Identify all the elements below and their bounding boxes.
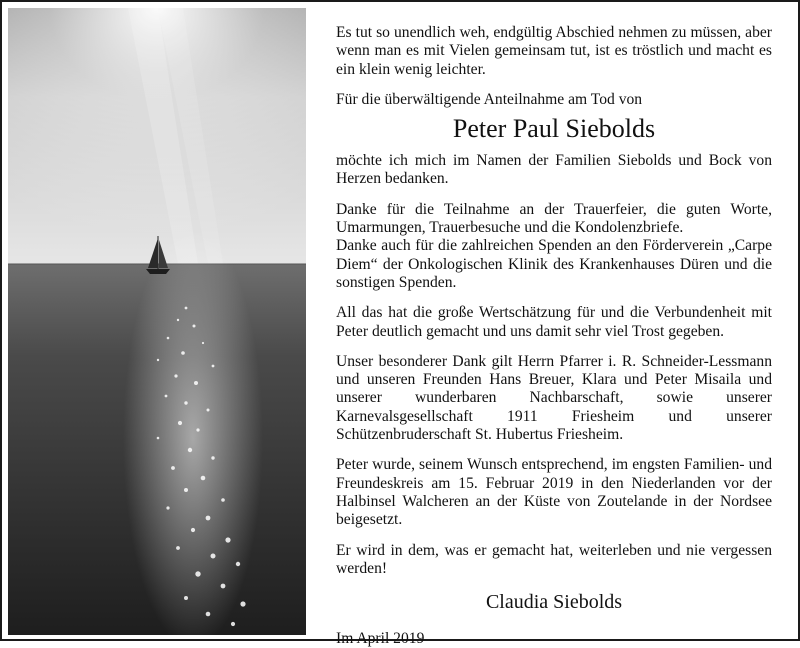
thanks-funeral-paragraph: Danke für die Teilnahme an der Trauerfeier, die guten Worte, Umarmungen, Trauerbesuche und die Kondolenzbriefe. (336, 200, 772, 237)
thanks-family-paragraph: möchte ich mich im Namen der Familien Siebolds und Bock von Herzen bedanken. (336, 152, 772, 188)
notice-text (336, 24, 772, 648)
sailboat-on-sea-icon (8, 8, 306, 635)
thanks-donations-paragraph: Danke auch für die zahlreichen Spenden an den Förderverein „Carpe Diem“ der Onkologischen Klinik des Krankenhauses Düren und die sonstigen Spenden. (336, 237, 772, 291)
sea-photo (8, 8, 306, 635)
special-thanks-paragraph: Unser besonderer Dank gilt Herrn Pfarrer i. R. Schneider-Lessmann und unseren Freunden Hans Breuer, Klara und Peter Misaila und unserer wunderbaren Nachbarschaft, sowie unserer Karnevalsgesellschaft 1911 Friesheim und unserer Schützenbruderschaft St. Hubertus Friesheim. (336, 352, 772, 444)
notice-date: Im April 2019 (336, 630, 425, 648)
burial-paragraph: Peter wurde, seinem Wunsch entsprechend, im engsten Familien- und Freundeskreis am 15. Februar 2019 in den Niederlanden vor der Halbinsel Walcheren an der Küste von Zoutelande in der Nordsee beigesetzt. (336, 456, 772, 529)
intro-paragraph: Es tut so unendlich weh, endgültig Abschied nehmen zu müssen, aber wenn man es mit Vielen gemeinsam tut, ist es tröstlich und macht es ein klein wenig leichter. (336, 24, 772, 78)
deceased-name: Peter Paul Siebolds (452, 114, 656, 144)
closing-paragraph: Er wird in dem, was er gemacht hat, weiterleben und nie vergessen werden! (336, 541, 772, 577)
signature: Claudia Siebolds (485, 591, 623, 614)
appreciation-paragraph: All das hat die große Wertschätzung für und die Verbundenheit mit Peter deutlich gemacht und uns damit sehr viel Trost gegeben. (336, 304, 772, 340)
lead-line: Für die überwältigende Anteilnahme am Tod von (336, 90, 643, 108)
